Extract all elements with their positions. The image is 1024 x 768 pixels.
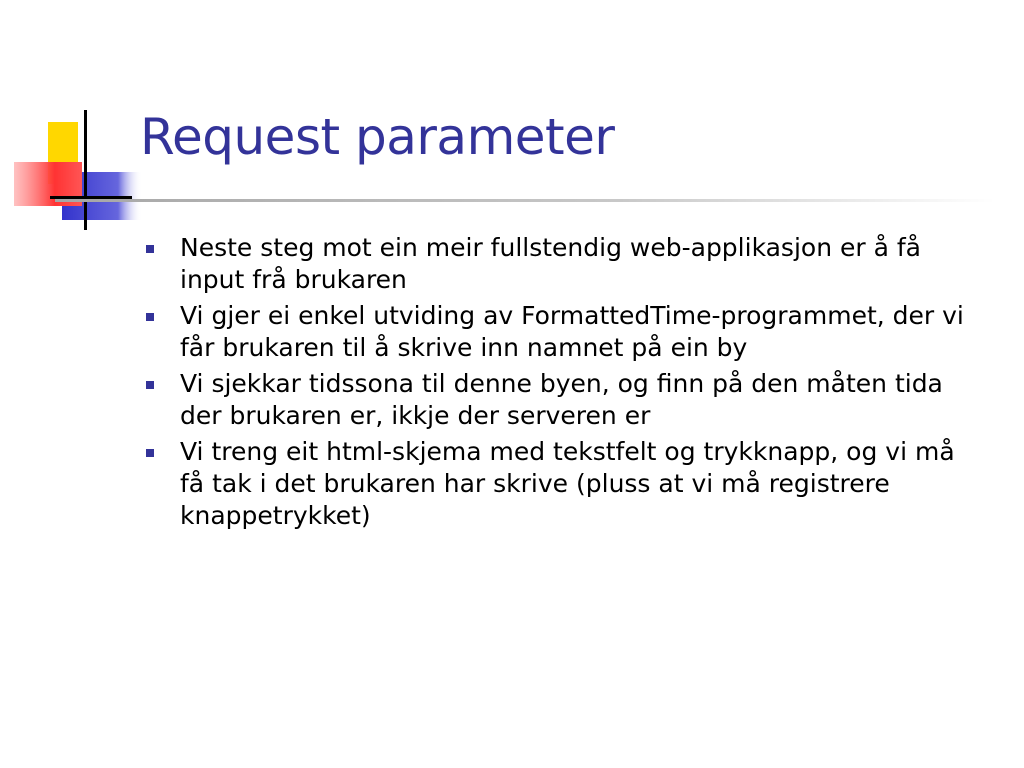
square-bullet-icon [146,381,154,389]
bullet-text: Neste steg mot ein meir fullstendig web-applikasjon er å få input frå brukaren [180,233,921,294]
corner-ornament-icon [0,100,150,240]
bullet-text: Vi gjer ei enkel utviding av FormattedTime-programmet, der vi får brukaren til å skrive inn namnet på ein by [180,301,964,362]
bullet-list [144,232,984,536]
bullet-item [144,232,984,296]
bullet-text: Vi treng eit html-skjema med tekstfelt og trykknapp, og vi må få tak i det brukaren har skrive (pluss at vi må registrere knappetrykket) [180,437,955,530]
square-bullet-icon [146,245,154,253]
bullet-item [144,300,984,364]
bullet-text: Vi sjekkar tidssona til denne byen, og finn på den måten tida der brukaren er, ikkje der serveren er [180,369,943,430]
square-bullet-icon [146,449,154,457]
ornament-vertical-line [84,110,87,230]
title-underline [55,199,995,202]
bullet-item [144,368,984,432]
bullet-item [144,436,984,532]
square-bullet-icon [146,313,154,321]
slide-title: Request parameter [140,108,615,166]
